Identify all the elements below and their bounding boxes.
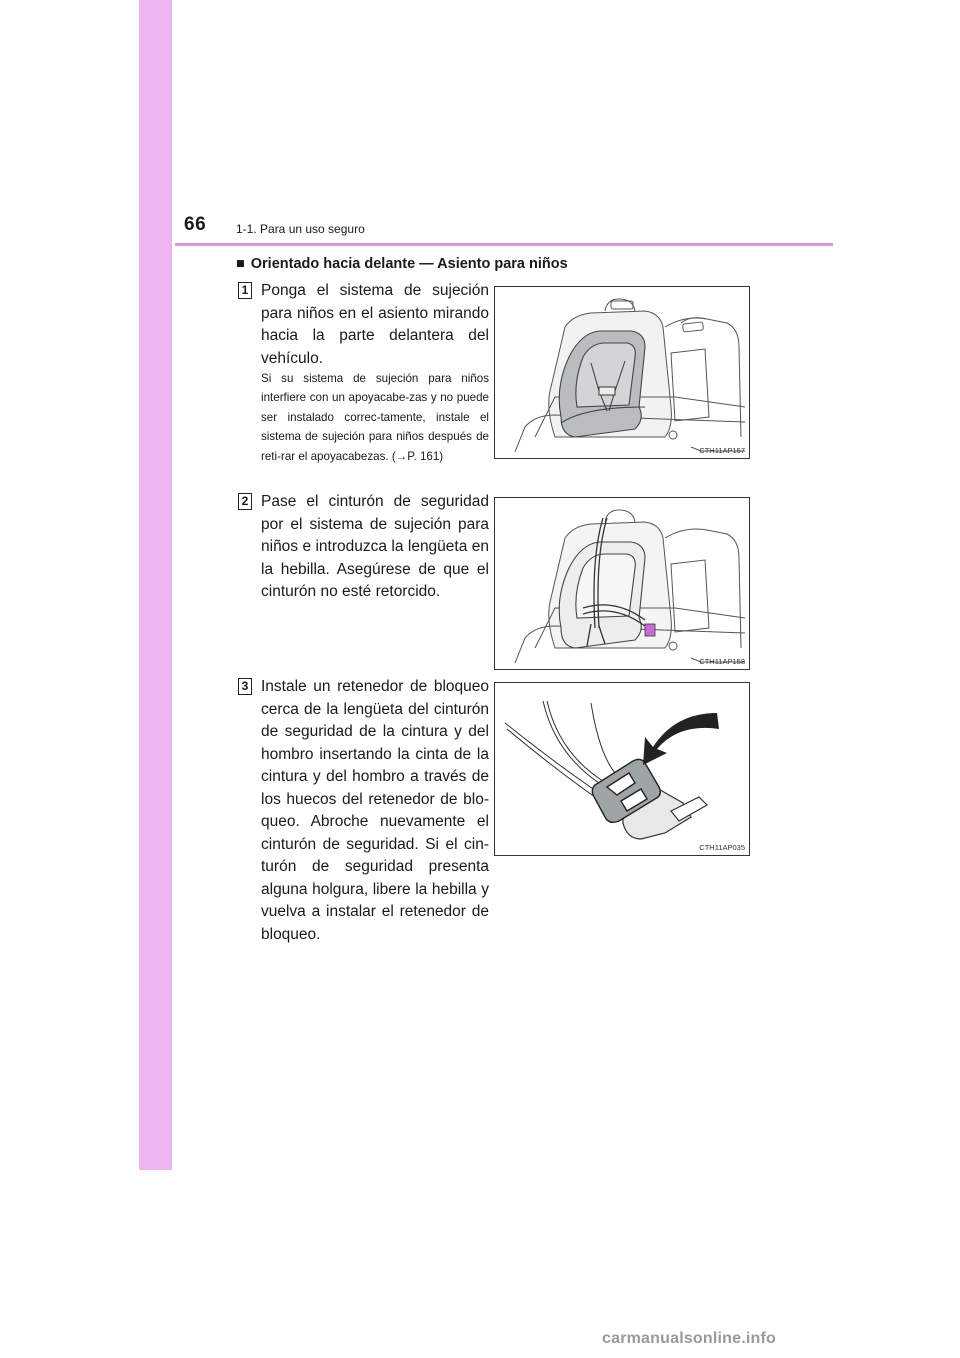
- child-seat-illustration: [495, 287, 749, 458]
- step-3-text: Instale un retenedor de bloqueo cerca de la lengüeta del cinturón de seguridad de la cintura y del hombro insertando la cinta de la cintura y del hombro a través de los huecos del retenedor de blo-queo. Abroche nuevamente el cinturón de seguridad. Si el cin-turón de seguridad presenta alguna holgura, libere la hebilla y vuelva a instalar el retenedor de bloqueo.: [261, 678, 489, 943]
- figure-locking-clip: [494, 682, 750, 856]
- step-2-text: Pase el cinturón de seguridad por el sistema de sujeción para niños e introduzca la lengüeta en la hebilla. Asegúrese de que el cinturón no esté retorcido.: [261, 493, 489, 600]
- section-heading: [236, 256, 568, 272]
- step-3-badge: 3: [238, 678, 252, 695]
- section-heading-text: Orientado hacia delante — Asiento para niños: [250, 256, 568, 272]
- belt-routing-illustration: [495, 498, 749, 669]
- watermark: carmanualsonline.info: [602, 1330, 777, 1347]
- chapter-title: 1-1. Para un uso seguro: [236, 222, 365, 236]
- locking-clip-illustration: [495, 683, 749, 855]
- step-1-badge: 1: [238, 282, 252, 299]
- figure-belt-routing: [494, 497, 750, 670]
- figure-2-code: CTH11AP158: [699, 657, 745, 666]
- figure-child-seat-placement: [494, 286, 750, 459]
- section-bullet: ■: [236, 256, 245, 272]
- step-2-badge: 2: [238, 493, 252, 510]
- step-1-note: Si su sistema de sujeción para niños interfiere con un apoyacabe-zas y no puede ser instalado correc-tamente, instale el sistema de sujeción para niños después de reti-rar el apoyacabezas. (→P. 161): [261, 372, 489, 463]
- step-1-text: Ponga el sistema de sujeción para niños en el asiento mirando hacia la parte delantera del vehículo.: [261, 282, 489, 367]
- header-divider: [175, 243, 833, 246]
- page-number: 66: [184, 214, 207, 235]
- chapter-side-tab: [139, 0, 172, 1170]
- figure-3-code: CTH11AP035: [699, 843, 745, 852]
- figure-1-code: CTH11AP157: [699, 446, 745, 455]
